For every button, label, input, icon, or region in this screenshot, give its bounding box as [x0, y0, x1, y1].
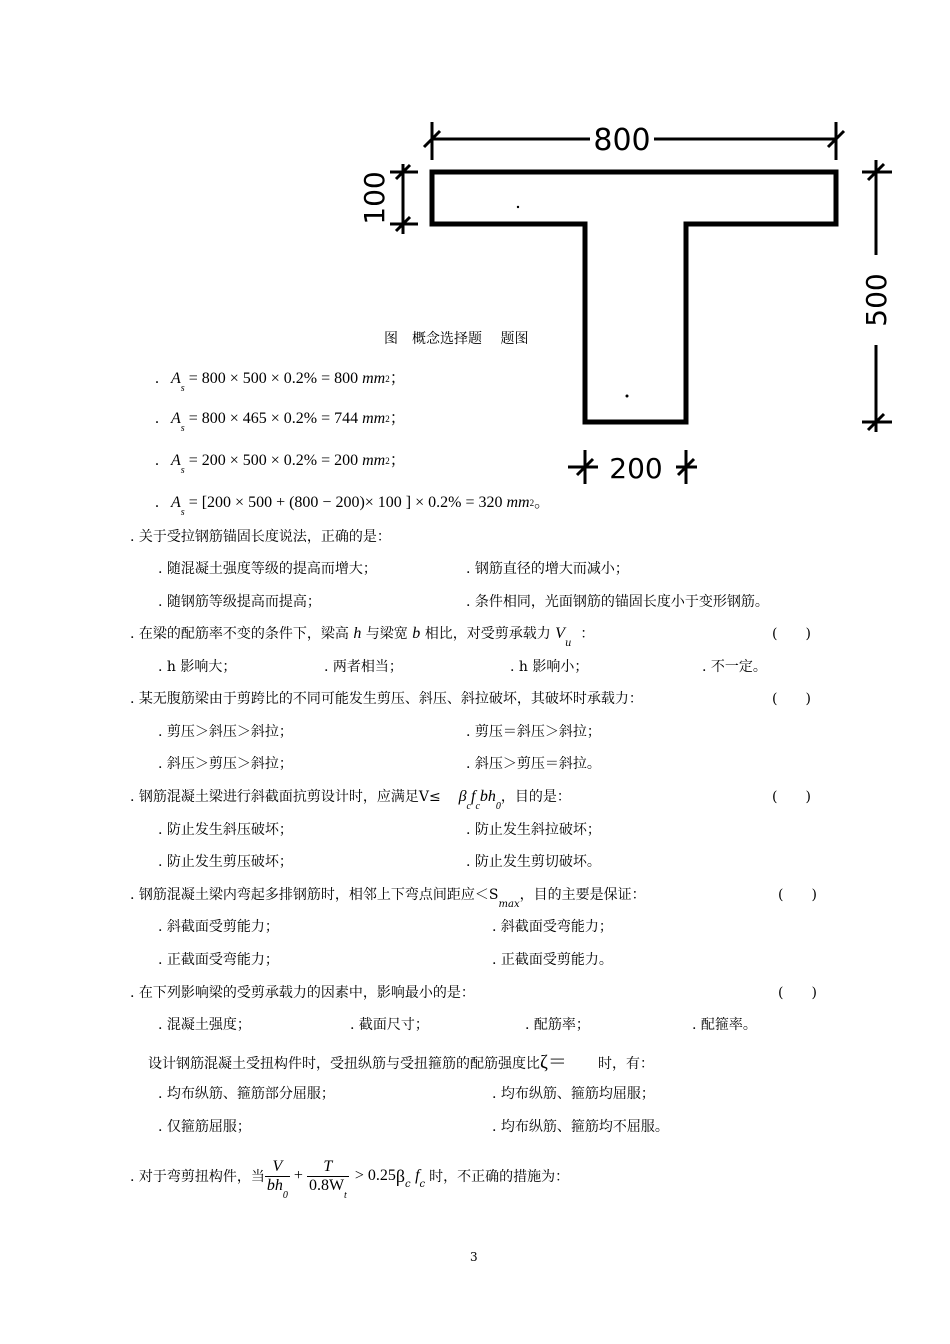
- prev-option-c: . $A_s = 200 \times 500 \times 0.2\% = 200$ mm2；: [155, 452, 406, 476]
- q5-option-a: . 斜截面受剪能力；: [158, 919, 279, 935]
- q3-option-a: . 剪压＞斜压＞斜拉；: [158, 724, 293, 740]
- q3-option-d: . 斜压＞剪压＝斜拉。: [466, 756, 601, 772]
- q4-formula: $\beta_cf_cbh_0$: [458, 788, 501, 812]
- q6-answer-paren: ( ): [778, 985, 817, 1001]
- q2-option-a: . h 影响大；: [158, 659, 237, 675]
- q1-option-a: . 随混凝土强度等级的提高而增大；: [158, 561, 377, 577]
- q7-option-a: . 均布纵筋、箍筋部分屈服；: [158, 1086, 335, 1102]
- q4-option-a: . 防止发生斜压破坏；: [158, 822, 293, 838]
- q3-option-c: . 斜压＞剪压＞斜拉；: [158, 756, 293, 772]
- q5-option-b: . 斜截面受弯能力；: [492, 919, 613, 935]
- q4-option-d: . 防止发生剪切破坏。: [466, 854, 601, 870]
- t-section-figure: [340, 110, 910, 490]
- q2-option-b: . 两者相当；: [324, 659, 403, 675]
- q8-stem: . 对于弯剪扭构件，当 $\frac{V}{bh_0}$ + $\frac{T}{0.8W_t}$ > 0.25 β c f c 时，不正确的措施为：: [130, 1157, 570, 1201]
- q2-option-d: . 不一定。: [702, 659, 767, 675]
- q1-option-b: . 钢筋直径的增大而减小；: [466, 561, 629, 577]
- prev-option-b: . $A_s = 800 \times 465 \times 0.2\% = 744$ mm2；: [155, 410, 406, 434]
- q2-option-c: . h 影响小；: [510, 659, 589, 675]
- q3-answer-paren: ( ): [772, 691, 811, 707]
- q5-stem: . 钢筋混凝土梁内弯起多排钢筋时，相邻上下弯点间距应$<S_{max}$，目的主要是保证：: [130, 887, 646, 910]
- q4-option-b: . 防止发生斜拉破坏；: [466, 822, 601, 838]
- q6-option-c: . 配筋率；: [525, 1017, 590, 1033]
- q8-fraction-t: $\frac{T}{0.8W_t}$: [308, 1157, 347, 1201]
- q3-stem: . 某无腹筋梁由于剪跨比的不同可能发生剪压、斜压、斜拉破坏，其破坏时承载力：: [130, 691, 643, 707]
- q7-option-b: . 均布纵筋、箍筋均屈服；: [492, 1086, 655, 1102]
- q6-option-d: . 配箍率。: [692, 1017, 757, 1033]
- q3-option-b: . 剪压＝斜压＞斜拉；: [466, 724, 601, 740]
- q7-option-d: . 均布纵筋、箍筋均不屈服。: [492, 1119, 669, 1135]
- q4-stem: . 钢筋混凝土梁进行斜截面抗剪设计时，应满足V≤ $\beta_cf_cbh_0$，目的是：: [130, 788, 571, 812]
- q2-answer-paren: ( ): [772, 626, 811, 642]
- prev-option-d: . $A_s = [200 \times 500 + (800 - 200)\times 100$ ] × 0.2% = 320 mm2。: [155, 494, 551, 518]
- q5-option-c: . 正截面受弯能力；: [158, 952, 279, 968]
- q6-option-a: . 混凝土强度；: [158, 1017, 251, 1033]
- q7-stem: 设计钢筋混凝土受扭构件时，受扭纵筋与受扭箍筋的配筋强度比ζ＝ 时，有：: [148, 1052, 655, 1073]
- prev-option-a: . $A_s = 800 \times 500 \times 0.2\% = 800$ mm2；: [155, 370, 406, 394]
- q1-option-c: . 随钢筋等级提高而提高；: [158, 594, 321, 610]
- q8-fraction-v: $\frac{V}{bh_0}$: [266, 1157, 288, 1201]
- figure-caption: 图 概念选择题 题图: [384, 331, 529, 347]
- q2-stem: . 在梁的配筋率不变的条件下，梁高 h 与梁宽 b 相比，对受剪承载力 $V_u$ ：: [130, 625, 595, 649]
- q7-option-c: . 仅箍筋屈服；: [158, 1119, 251, 1135]
- q6-option-b: . 截面尺寸；: [350, 1017, 429, 1033]
- q5-answer-paren: ( ): [778, 887, 817, 903]
- q6-stem: . 在下列影响梁的受剪承载力的因素中，影响最小的是：: [130, 985, 475, 1001]
- t-section-outline: [432, 172, 836, 422]
- q5-option-d: . 正截面受剪能力。: [492, 952, 613, 968]
- page-number: 3: [470, 1250, 478, 1264]
- q4-option-c: . 防止发生剪压破坏；: [158, 854, 293, 870]
- dim-500: 500: [860, 273, 893, 327]
- dim-800: 800: [593, 123, 651, 158]
- q1-option-d: . 条件相同，光面钢筋的锚固长度小于变形钢筋。: [466, 594, 769, 610]
- q1-stem: . 关于受拉钢筋锚固长度说法，正确的是：: [130, 529, 391, 545]
- dim-200: 200: [609, 452, 663, 485]
- dim-100: 100: [358, 171, 391, 225]
- q4-answer-paren: ( ): [772, 789, 811, 805]
